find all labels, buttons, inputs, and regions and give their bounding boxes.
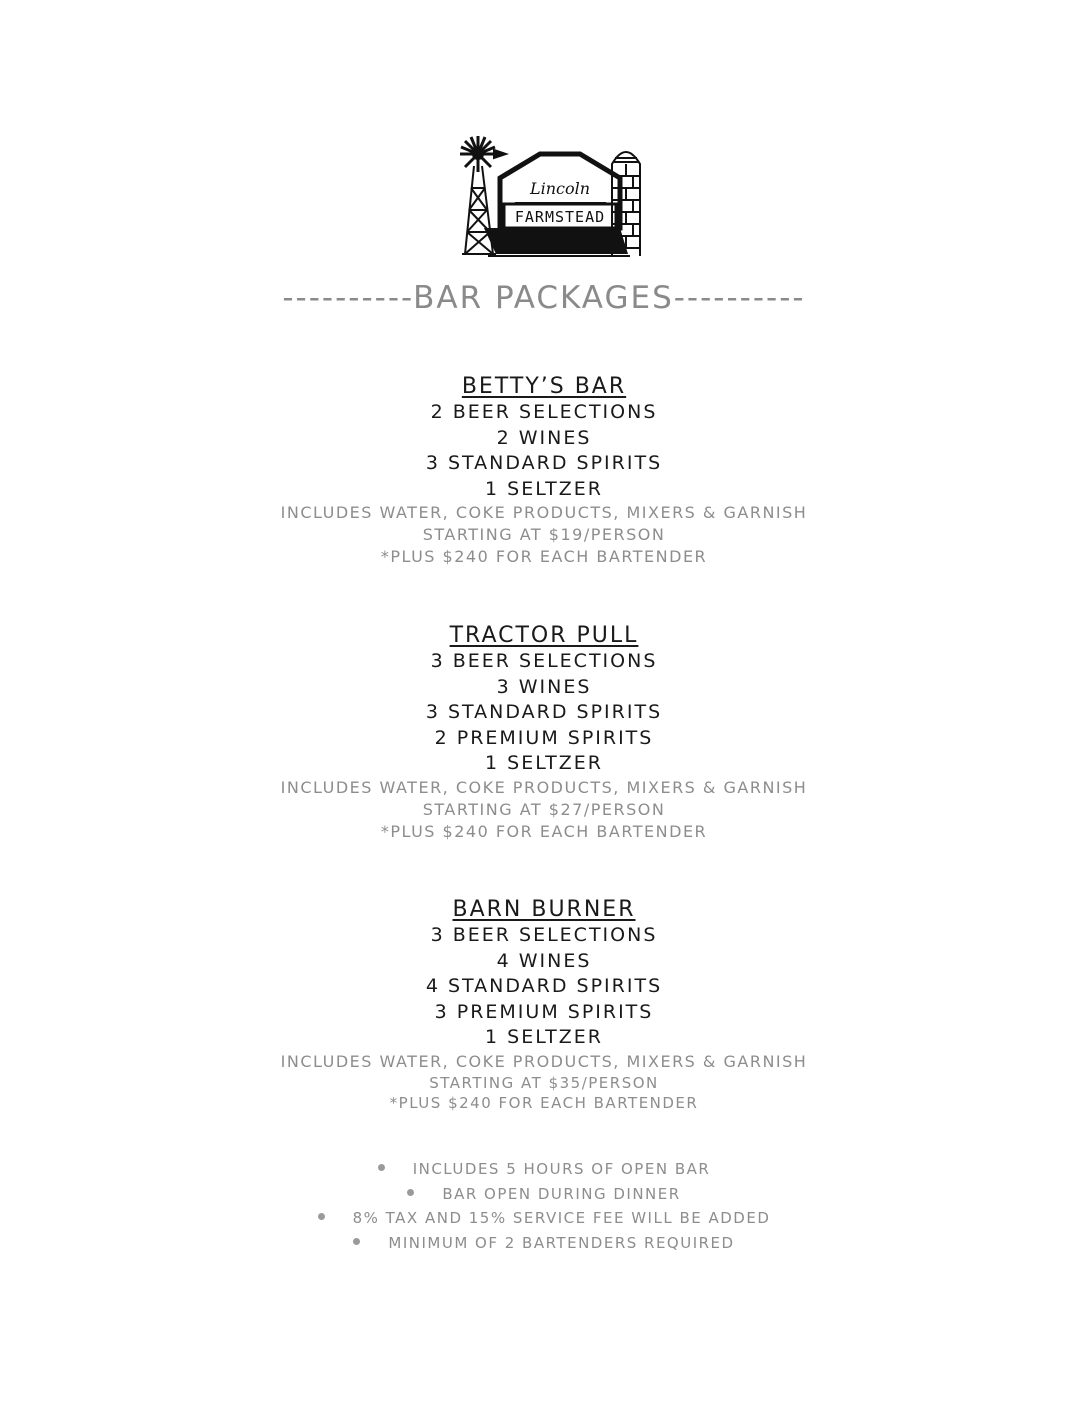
package-items	[0, 400, 1088, 502]
package-item: 4 WINES	[496, 949, 592, 972]
note-item	[0, 1231, 1088, 1256]
note-text: INCLUDES 5 HOURS OF OPEN BAR	[412, 1160, 711, 1178]
note-text: BAR OPEN DURING DINNER	[442, 1184, 681, 1203]
package-bettys-bar	[0, 373, 1088, 568]
package-barn-burner	[0, 896, 1088, 1113]
package-item: 1 SELTZER	[485, 752, 603, 774]
bullet-icon	[318, 1213, 325, 1220]
package-tractor-pull	[0, 622, 1088, 843]
bullet-icon	[353, 1238, 360, 1245]
package-item: 2 WINES	[496, 426, 592, 449]
package-item: 3 WINES	[496, 675, 592, 698]
package-item: 3 BEER SELECTIONS	[430, 650, 658, 672]
package-title: BETTY’S BAR	[461, 374, 627, 399]
package-item: 3 BEER SELECTIONS	[430, 924, 658, 946]
package-item: 3 STANDARD SPIRITS	[425, 701, 663, 723]
package-bartender-fee: *PLUS $240 FOR EACH BARTENDER	[380, 547, 708, 566]
package-items	[0, 923, 1088, 1051]
package-includes: INCLUDES WATER, COKE PRODUCTS, MIXERS & GARNISH	[280, 777, 808, 797]
bullet-icon	[407, 1189, 414, 1196]
package-item: 4 STANDARD SPIRITS	[425, 975, 663, 997]
package-item: 1 SELTZER	[485, 477, 603, 500]
package-item: 3 STANDARD SPIRITS	[425, 452, 663, 474]
package-items	[0, 649, 1088, 777]
package-bartender-fee: *PLUS $240 FOR EACH BARTENDER	[389, 1093, 699, 1112]
note-text: 8% TAX AND 15% SERVICE FEE WILL BE ADDED	[352, 1209, 771, 1227]
farmstead-logo	[440, 118, 660, 264]
svg-text:Lincoln: Lincoln	[529, 179, 591, 198]
barn-icon	[484, 154, 630, 256]
package-price: STARTING AT $35/PERSON	[429, 1073, 659, 1092]
note-item	[0, 1206, 1088, 1231]
package-item: 3 PREMIUM SPIRITS	[434, 1000, 654, 1023]
package-includes: INCLUDES WATER, COKE PRODUCTS, MIXERS & GARNISH	[280, 503, 808, 522]
package-item: 2 BEER SELECTIONS	[430, 401, 658, 423]
package-title: TRACTOR PULL	[449, 623, 639, 648]
note-item	[0, 1157, 1088, 1182]
note-text: MINIMUM OF 2 BARTENDERS REQUIRED	[388, 1233, 735, 1252]
package-includes: INCLUDES WATER, COKE PRODUCTS, MIXERS & GARNISH	[280, 1051, 808, 1071]
package-bartender-fee: *PLUS $240 FOR EACH BARTENDER	[380, 821, 708, 841]
package-title: BARN BURNER	[452, 897, 636, 922]
package-price: STARTING AT $19/PERSON	[422, 525, 666, 544]
package-item: 2 PREMIUM SPIRITS	[434, 726, 654, 749]
svg-text:FARMSTEAD: FARMSTEAD	[514, 208, 606, 226]
package-item: 1 SELTZER	[485, 1026, 603, 1048]
note-item	[0, 1182, 1088, 1207]
bullet-icon	[378, 1164, 385, 1171]
page-title: ----------BAR PACKAGES----------	[282, 280, 806, 316]
notes-list	[0, 1157, 1088, 1255]
package-price: STARTING AT $27/PERSON	[422, 799, 666, 819]
